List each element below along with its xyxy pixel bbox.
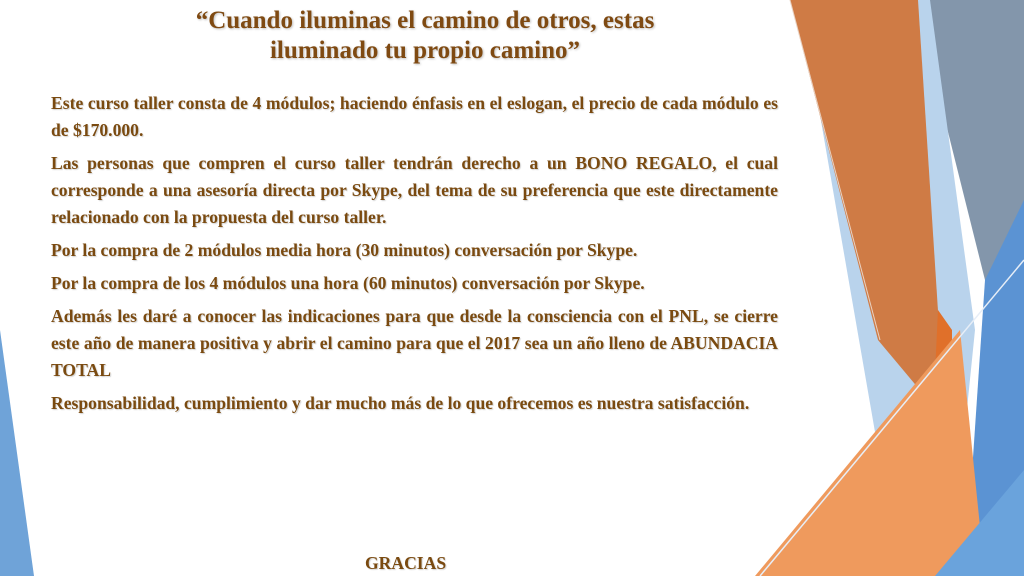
left-blue-shape — [0, 330, 34, 576]
title-line-2: iluminado tu propio camino” — [269, 37, 581, 64]
title-line-1: “Cuando iluminas el camino de otros, estas — [195, 7, 655, 34]
paragraph-responsibility: Responsabilidad, cumplimiento y dar mucho más de lo que ofrecemos es nuestra satisfacción. — [51, 393, 750, 413]
paragraph-bonus: Las personas que compren el curso taller tendrán derecho a un BONO REGALO, el cual corresponde a una asesoría directa por Skype, del tema de su preferencia que este directamente relacionado con la propuesta del curso taller. — [51, 153, 778, 227]
paragraph-four-modules: Por la compra de los 4 módulos una hora (60 minutos) conversación por Skype. — [51, 273, 645, 293]
paragraph-price: Este curso taller consta de 4 módulos; haciendo énfasis en el eslogan, el precio de cada módulo es de $170.000. — [51, 93, 778, 140]
slide-title — [60, 6, 790, 66]
paragraph-pnl: Además les daré a conocer las indicaciones para que desde la consciencia con el PNL, se cierre este año de manera positiva y abrir el camino para que el 2017 sea un año lleno de ABUNDACIA TOTAL — [51, 306, 778, 380]
closing-text: GRACIAS — [365, 553, 447, 573]
paragraph-two-modules: Por la compra de 2 módulos media hora (30 minutos) conversación por Skype. — [51, 240, 638, 260]
slide-body — [51, 90, 778, 423]
